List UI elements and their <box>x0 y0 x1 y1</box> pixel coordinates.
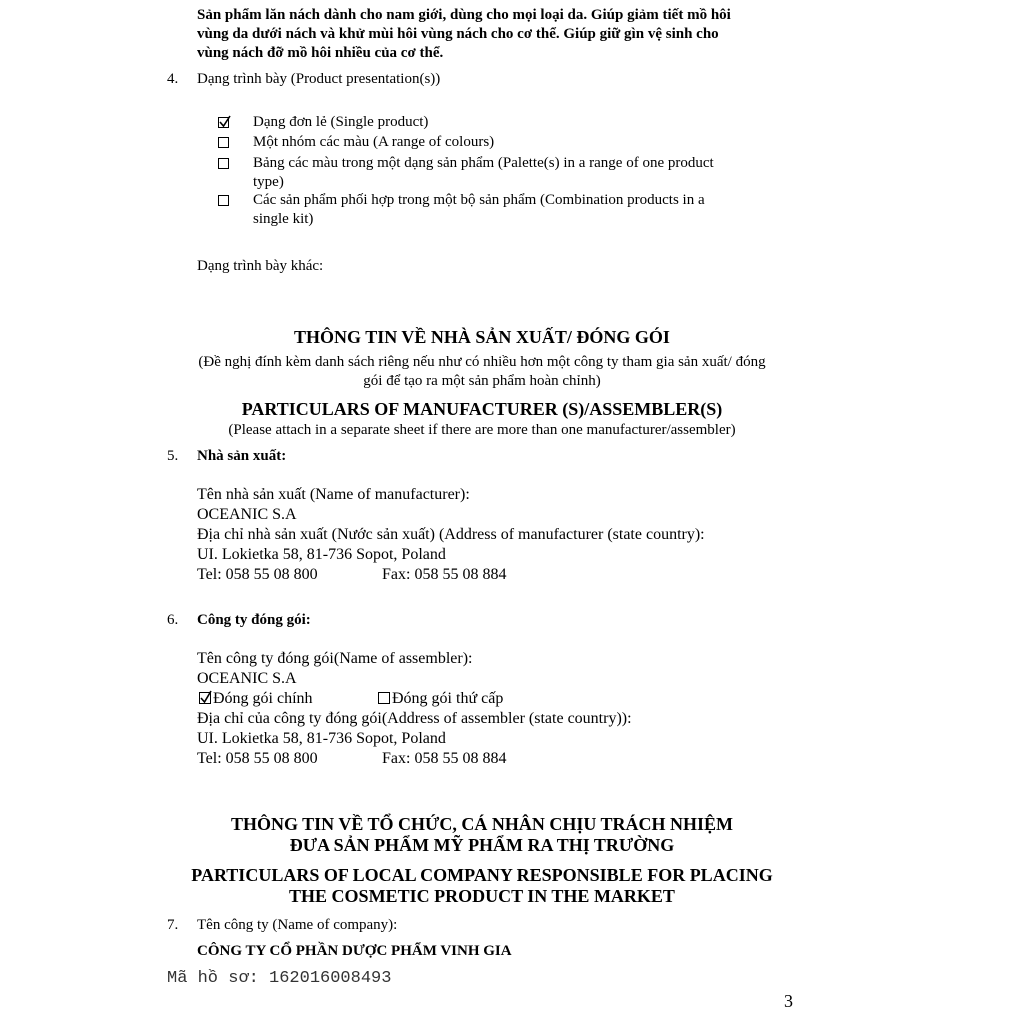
option-range-colours-label: Một nhóm các màu (A range of colours) <box>253 134 495 150</box>
manufacturer-note-vn-1: (Đề nghị đính kèm danh sách riêng nếu như có nhiều hơn một công ty tham gia sản xuất/ đóng <box>198 354 766 370</box>
manufacturer-tel: Tel: 058 55 08 800 <box>197 566 318 583</box>
section-5-number: 5. <box>167 448 179 464</box>
option-combination-label-line2: single kit) <box>253 211 314 227</box>
section-4-label: Dạng trình bày (Product presentation(s)) <box>197 71 441 87</box>
secondary-packing-checkbox[interactable] <box>378 692 390 704</box>
dossier-code: Mã hồ sơ: 162016008493 <box>167 969 392 988</box>
option-palette-label-line2: type) <box>253 174 284 190</box>
option-single-product-label: Dạng đơn lẻ (Single product) <box>253 114 429 130</box>
local-heading-vn-2: ĐƯA SẢN PHẨM MỸ PHẨM RA THỊ TRƯỜNG <box>289 835 675 855</box>
manufacturer-note-en: (Please attach in a separate sheet if there are more than one manufacturer/assembler) <box>228 422 736 438</box>
manufacturer-heading-en: PARTICULARS OF MANUFACTURER (S)/ASSEMBLER(S) <box>241 399 723 419</box>
option-palette-checkbox[interactable] <box>218 158 229 169</box>
intro-line-3: vùng nách đỡ mồ hôi nhiều của cơ thể. <box>197 45 444 61</box>
assembler-name-label: Tên công ty đóng gói(Name of assembler): <box>197 650 473 667</box>
section-4-number: 4. <box>167 71 179 87</box>
secondary-packing-label: Đóng gói thứ cấp <box>392 690 504 707</box>
manufacturer-name-label: Tên nhà sản xuất (Name of manufacturer): <box>197 486 470 503</box>
secondary-packing-option[interactable] <box>378 689 503 709</box>
manufacturer-note-vn-2: gói để tạo ra một sản phẩm hoàn chỉnh) <box>363 373 601 389</box>
assembler-address: UI. Lokietka 58, 81-736 Sopot, Poland <box>197 730 446 747</box>
page-number: 3 <box>784 991 793 1011</box>
option-palette-label-line1: Bảng các màu trong một dạng sản phẩm (Palette(s) in a range of one product <box>253 155 714 171</box>
local-company-name: CÔNG TY CỔ PHẦN DƯỢC PHẨM VINH GIA <box>197 943 512 959</box>
section-7-label: Tên công ty (Name of company): <box>197 917 398 933</box>
manufacturer-name: OCEANIC S.A <box>197 506 297 523</box>
local-heading-en-2: THE COSMETIC PRODUCT IN THE MARKET <box>289 886 675 906</box>
primary-packing-checkbox[interactable] <box>199 692 211 704</box>
other-presentation-label: Dạng trình bày khác: <box>197 258 324 274</box>
manufacturer-fax: Fax: 058 55 08 884 <box>382 566 507 583</box>
checkmark-icon <box>218 115 232 129</box>
intro-line-1: Sản phẩm lăn nách dành cho nam giới, dùng cho mọi loại da. Giúp giảm tiết mồ hôi <box>197 7 731 23</box>
intro-line-2: vùng da dưới nách và khử mùi hôi vùng nách cho cơ thể. Giúp giữ gìn vệ sinh cho <box>197 26 719 42</box>
manufacturer-address: UI. Lokietka 58, 81-736 Sopot, Poland <box>197 546 446 563</box>
option-range-colours-checkbox[interactable] <box>218 137 229 148</box>
section-6-label: Công ty đóng gói: <box>197 612 311 628</box>
local-heading-vn-1: THÔNG TIN VỀ TỔ CHỨC, CÁ NHÂN CHỊU TRÁCH NHIỆM <box>230 814 734 834</box>
section-5-label: Nhà sản xuất: <box>197 448 287 464</box>
assembler-tel: Tel: 058 55 08 800 <box>197 750 318 767</box>
primary-packing-option[interactable] <box>199 689 313 709</box>
option-combination-label-line1: Các sản phẩm phối hợp trong một bộ sản phẩm (Combination products in a <box>253 192 705 208</box>
local-heading-en-1: PARTICULARS OF LOCAL COMPANY RESPONSIBLE FOR PLACING <box>191 865 773 885</box>
section-7-number: 7. <box>167 917 179 933</box>
assembler-address-label: Địa chỉ của công ty đóng gói(Address of assembler (state country)): <box>197 710 632 727</box>
assembler-fax: Fax: 058 55 08 884 <box>382 750 507 767</box>
checkmark-icon <box>199 690 213 705</box>
manufacturer-heading-vn: THÔNG TIN VỀ NHÀ SẢN XUẤT/ ĐÓNG GÓI <box>294 327 670 347</box>
assembler-name: OCEANIC S.A <box>197 670 297 687</box>
option-combination-checkbox[interactable] <box>218 195 229 206</box>
primary-packing-label: Đóng gói chính <box>213 690 313 707</box>
manufacturer-address-label: Địa chỉ nhà sản xuất (Nước sản xuất) (Address of manufacturer (state country): <box>197 526 705 543</box>
option-single-product-checkbox[interactable] <box>218 117 229 128</box>
section-6-number: 6. <box>167 612 179 628</box>
